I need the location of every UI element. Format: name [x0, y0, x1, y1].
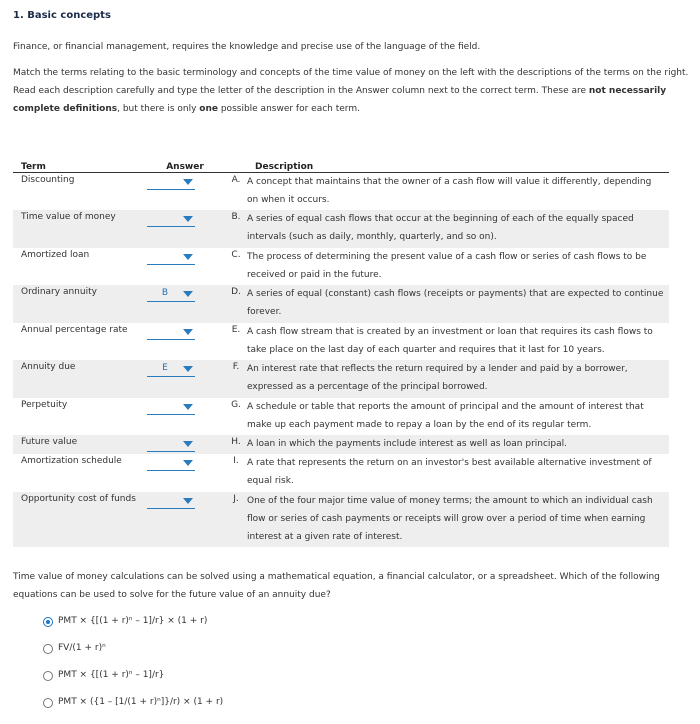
answer-dropdown[interactable]: [147, 175, 195, 190]
answer-cell: [145, 454, 225, 492]
table-row: [13, 360, 669, 398]
answer-cell: [145, 248, 225, 286]
question-text: Time value of money calculations can be solved using a mathematical equation, a financial calculator, or a spreadsheet. Which of the following equations can be used to solve for the future value of an annuity due?: [13, 572, 660, 600]
answer-cell: [145, 398, 225, 436]
chevron-down-icon[interactable]: [183, 216, 193, 222]
letter-header: [225, 156, 247, 173]
description-text: A loan in which the payments include interest as well as loan principal.: [247, 435, 669, 454]
answer-option[interactable]: [43, 670, 223, 697]
description-letter: A.: [231, 175, 241, 185]
intro-text: Finance, or financial management, requires the knowledge and precise use of the language of the field.: [13, 42, 481, 52]
answer-options: [43, 616, 223, 724]
term-label: Amortized loan: [21, 249, 90, 260]
answer-cell: [145, 173, 225, 211]
table-row: [13, 492, 669, 547]
chevron-down-icon[interactable]: [183, 291, 193, 297]
answer-cell: [145, 492, 225, 547]
radio-button[interactable]: [43, 671, 53, 681]
description-text: One of the four major time value of money terms; the amount to which an individual cash flow or series of cash payments or receipts will grow over a period of time when earning interest at a given rate of interest.: [247, 492, 669, 547]
description-text: An interest rate that reflects the return required by a lender and paid by a borrower, expressed as a percentage of the principal borrowed.: [247, 360, 669, 398]
term-label: Opportunity cost of funds: [13, 492, 145, 547]
answer-dropdown[interactable]: [147, 437, 195, 452]
table-row: [13, 285, 669, 323]
table-row: [13, 173, 669, 211]
description-text: A concept that maintains that the owner of a cash flow will value it differently, depending on when it occurs.: [247, 177, 652, 206]
radio-button[interactable]: [43, 698, 53, 708]
instructions-part3: possible answer for each term.: [217, 104, 360, 114]
answer-value: B: [161, 288, 169, 298]
description-letter: F.: [225, 360, 247, 398]
chevron-down-icon[interactable]: [183, 366, 193, 372]
option-label: FV/(1 + r)ⁿ: [58, 643, 106, 653]
answer-cell: [145, 323, 225, 361]
table-row: [13, 323, 669, 361]
answer-cell: [145, 435, 225, 454]
table-header-row: [13, 156, 669, 173]
matching-table: [13, 156, 669, 547]
term-label: Ordinary annuity: [13, 285, 145, 323]
table-row: [13, 248, 669, 286]
answer-dropdown[interactable]: [147, 287, 195, 302]
description-text: A rate that represents the return on an investor's best available alternative investment of equal risk.: [247, 458, 652, 487]
answer-dropdown[interactable]: [147, 494, 195, 509]
option-label: PMT × ({1 – [1/(1 + r)ⁿ]}/r) × (1 + r): [58, 697, 224, 707]
answer-dropdown[interactable]: [147, 325, 195, 340]
description-text: The process of determining the present value of a cash flow or series of cash flows to be received or paid in the future.: [247, 251, 647, 280]
description-letter: B.: [225, 210, 247, 248]
chevron-down-icon[interactable]: [183, 404, 193, 410]
table-row: [13, 454, 669, 492]
table-row: [13, 210, 669, 248]
answer-value: E: [162, 363, 168, 373]
answer-header: Answer: [145, 156, 225, 173]
term-label: Time value of money: [13, 210, 145, 248]
section-title: 1. Basic concepts: [13, 10, 111, 21]
chevron-down-icon[interactable]: [183, 329, 193, 335]
chevron-down-icon[interactable]: [183, 441, 193, 447]
chevron-down-icon[interactable]: [183, 498, 193, 504]
radio-button[interactable]: [43, 644, 53, 654]
instructions-part1: Match the terms relating to the basic terminology and concepts of the time value of money on the left with the descriptions of the terms on the right. Read each description carefully and type the letter of the description in the Answer column next to the correct term. These are: [13, 68, 689, 96]
table-row: [13, 435, 669, 454]
chevron-down-icon[interactable]: [183, 460, 193, 466]
answer-cell: [145, 210, 225, 248]
term-label: Perpetuity: [21, 399, 68, 410]
description-text: A cash flow stream that is created by an investment or loan that requires its cash flows to take place on the last day of each quarter and requires that it last for 10 years.: [247, 326, 653, 355]
answer-dropdown[interactable]: [147, 456, 195, 471]
chevron-down-icon[interactable]: [183, 254, 193, 260]
description-text: A series of equal (constant) cash flows (receipts or payments) that are expected to continue forever.: [247, 285, 669, 323]
term-label: Annuity due: [13, 360, 145, 398]
answer-option[interactable]: [43, 697, 223, 724]
term-header: Term: [13, 156, 145, 173]
answer-option[interactable]: [43, 643, 223, 670]
description-letter: I.: [233, 456, 239, 466]
answer-dropdown[interactable]: [147, 400, 195, 415]
radio-button[interactable]: [43, 617, 53, 627]
description-letter: D.: [225, 285, 247, 323]
table-row: [13, 398, 669, 436]
description-letter: E.: [231, 324, 241, 335]
answer-cell: [145, 360, 225, 398]
answer-dropdown[interactable]: [147, 250, 195, 265]
description-header: Description: [247, 156, 669, 173]
term-label: Amortization schedule: [21, 456, 122, 466]
description-text: A schedule or table that reports the amount of principal and the amount of interest that make up each payment made to repay a loan by the end of its regular term.: [247, 401, 644, 430]
instructions-text: [13, 64, 692, 118]
description-text: A series of equal cash flows that occur at the beginning of each of the equally spaced intervals (such as daily, monthly, quarterly, and so on).: [247, 210, 669, 248]
description-letter: J.: [225, 492, 247, 547]
chevron-down-icon[interactable]: [183, 179, 193, 185]
term-label: Future value: [13, 435, 145, 454]
answer-dropdown[interactable]: [147, 362, 195, 377]
instructions-bold2: one: [199, 104, 218, 114]
term-label: Annual percentage rate: [21, 324, 128, 335]
option-label: PMT × {[(1 + r)ⁿ – 1]/r} × (1 + r): [58, 616, 208, 626]
description-letter: C.: [231, 249, 241, 260]
option-label: PMT × {[(1 + r)ⁿ – 1]/r}: [58, 670, 165, 680]
answer-option[interactable]: [43, 616, 223, 643]
description-letter: G.: [231, 399, 241, 410]
description-letter: H.: [225, 435, 247, 454]
instructions-bold1: not necessarily complete definitions: [13, 86, 667, 114]
term-label: Discounting: [21, 175, 75, 185]
answer-cell: [145, 285, 225, 323]
answer-dropdown[interactable]: [147, 212, 195, 227]
instructions-part2: , but there is only: [117, 104, 200, 114]
